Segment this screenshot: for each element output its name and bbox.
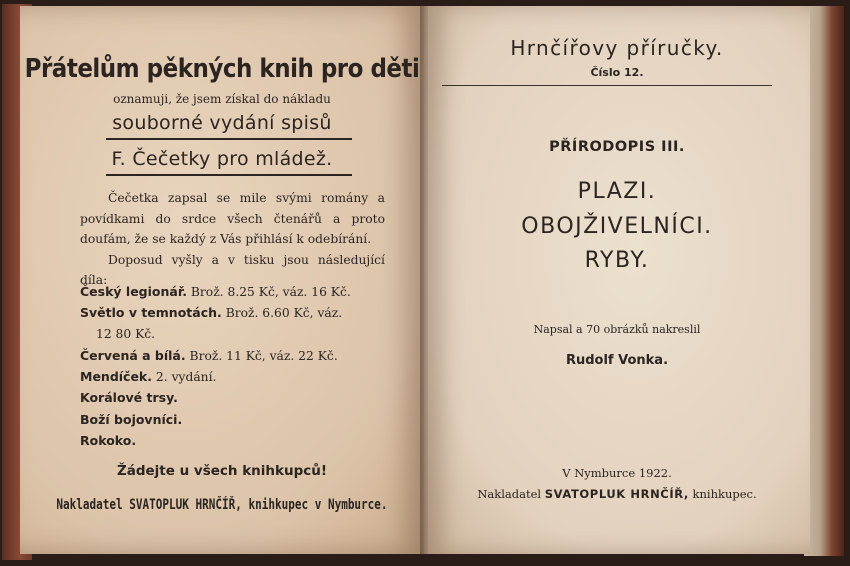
advert-subtitle: oznamuji, že jsem získal do nákladu	[113, 92, 331, 106]
work-detail: 2. vydání.	[155, 370, 217, 385]
paragraph-intro: Čečetka zapsal se mile svými romány a povídkami do srdce všech čtenářů a proto doufám, že se každý z Vás přihlásí k odebírání.	[80, 191, 385, 247]
advert-headline-line1: souborné vydání spisů	[112, 112, 332, 134]
work-title: Rokoko.	[80, 433, 137, 449]
work-detail: Brož. 11 Kč, váz. 22 Kč.	[189, 348, 338, 363]
list-item	[80, 366, 351, 387]
work-title: Světlo v temnotách.	[80, 305, 222, 321]
list-item	[80, 302, 351, 323]
book-gutter	[420, 6, 428, 554]
work-detail: Brož. 6.60 Kč, váz.	[225, 306, 343, 321]
work-title: Korálové trsy.	[80, 390, 178, 406]
work-detail: Brož. 8.25 Kč, váz. 16 Kč.	[190, 285, 351, 299]
imprint-prefix: Nakladatel	[477, 487, 542, 501]
series-number: Číslo 12.	[590, 66, 644, 79]
works-list	[80, 281, 351, 451]
advert-publisher: Nakladatel SVATOPLUK HRNČÍŘ, knihkupec v Nymburce.	[56, 496, 388, 513]
work-title: Mendíček.	[80, 369, 152, 385]
list-item	[80, 430, 351, 451]
work-detail-continued: 12 80 Kč.	[96, 326, 156, 341]
work-title: Boží bojovníci.	[80, 411, 183, 427]
headline-underline-2	[106, 174, 352, 176]
imprint-publisher-name: SVATOPLUK HRNČÍŘ,	[544, 487, 689, 501]
advert-headline-line2: F. Čečetky pro mládež.	[111, 148, 333, 170]
series-title: Hrnčířovy příručky.	[510, 36, 724, 60]
advert-paragraph	[80, 188, 385, 291]
header-rule	[442, 85, 772, 86]
subject-heading: PŘÍRODOPIS III.	[549, 139, 685, 155]
work-title: Červená a bílá.	[80, 347, 186, 363]
call-to-action: Žádejte u všech knihkupců!	[116, 463, 328, 479]
imprint-suffix: knihkupec.	[692, 487, 757, 501]
place-and-year: V Nymburce 1922.	[562, 466, 672, 480]
right-page	[424, 6, 810, 554]
book-title-line-2: OBOJŽIVELNÍCI.	[521, 214, 713, 239]
imprint	[424, 487, 810, 501]
advert-title: Přátelům pěkných knih pro děti	[24, 54, 420, 84]
list-item	[80, 345, 351, 366]
paragraph-works-intro: Doposud vyšly a v tisku jsou následující díla:	[80, 252, 385, 288]
left-page	[20, 6, 424, 554]
book-cover-right-edge	[804, 6, 844, 556]
list-item	[80, 409, 351, 430]
headline-underline-1	[106, 138, 352, 140]
byline: Napsal a 70 obrázků nakreslil	[533, 323, 701, 336]
book-title-line-3: RYBY.	[584, 248, 650, 273]
author-name: Rudolf Vonka.	[565, 353, 669, 368]
list-item	[80, 281, 351, 302]
book-title-line-1: PLAZI.	[577, 179, 657, 204]
list-item	[80, 387, 351, 408]
work-title: Český legionář.	[80, 284, 187, 299]
